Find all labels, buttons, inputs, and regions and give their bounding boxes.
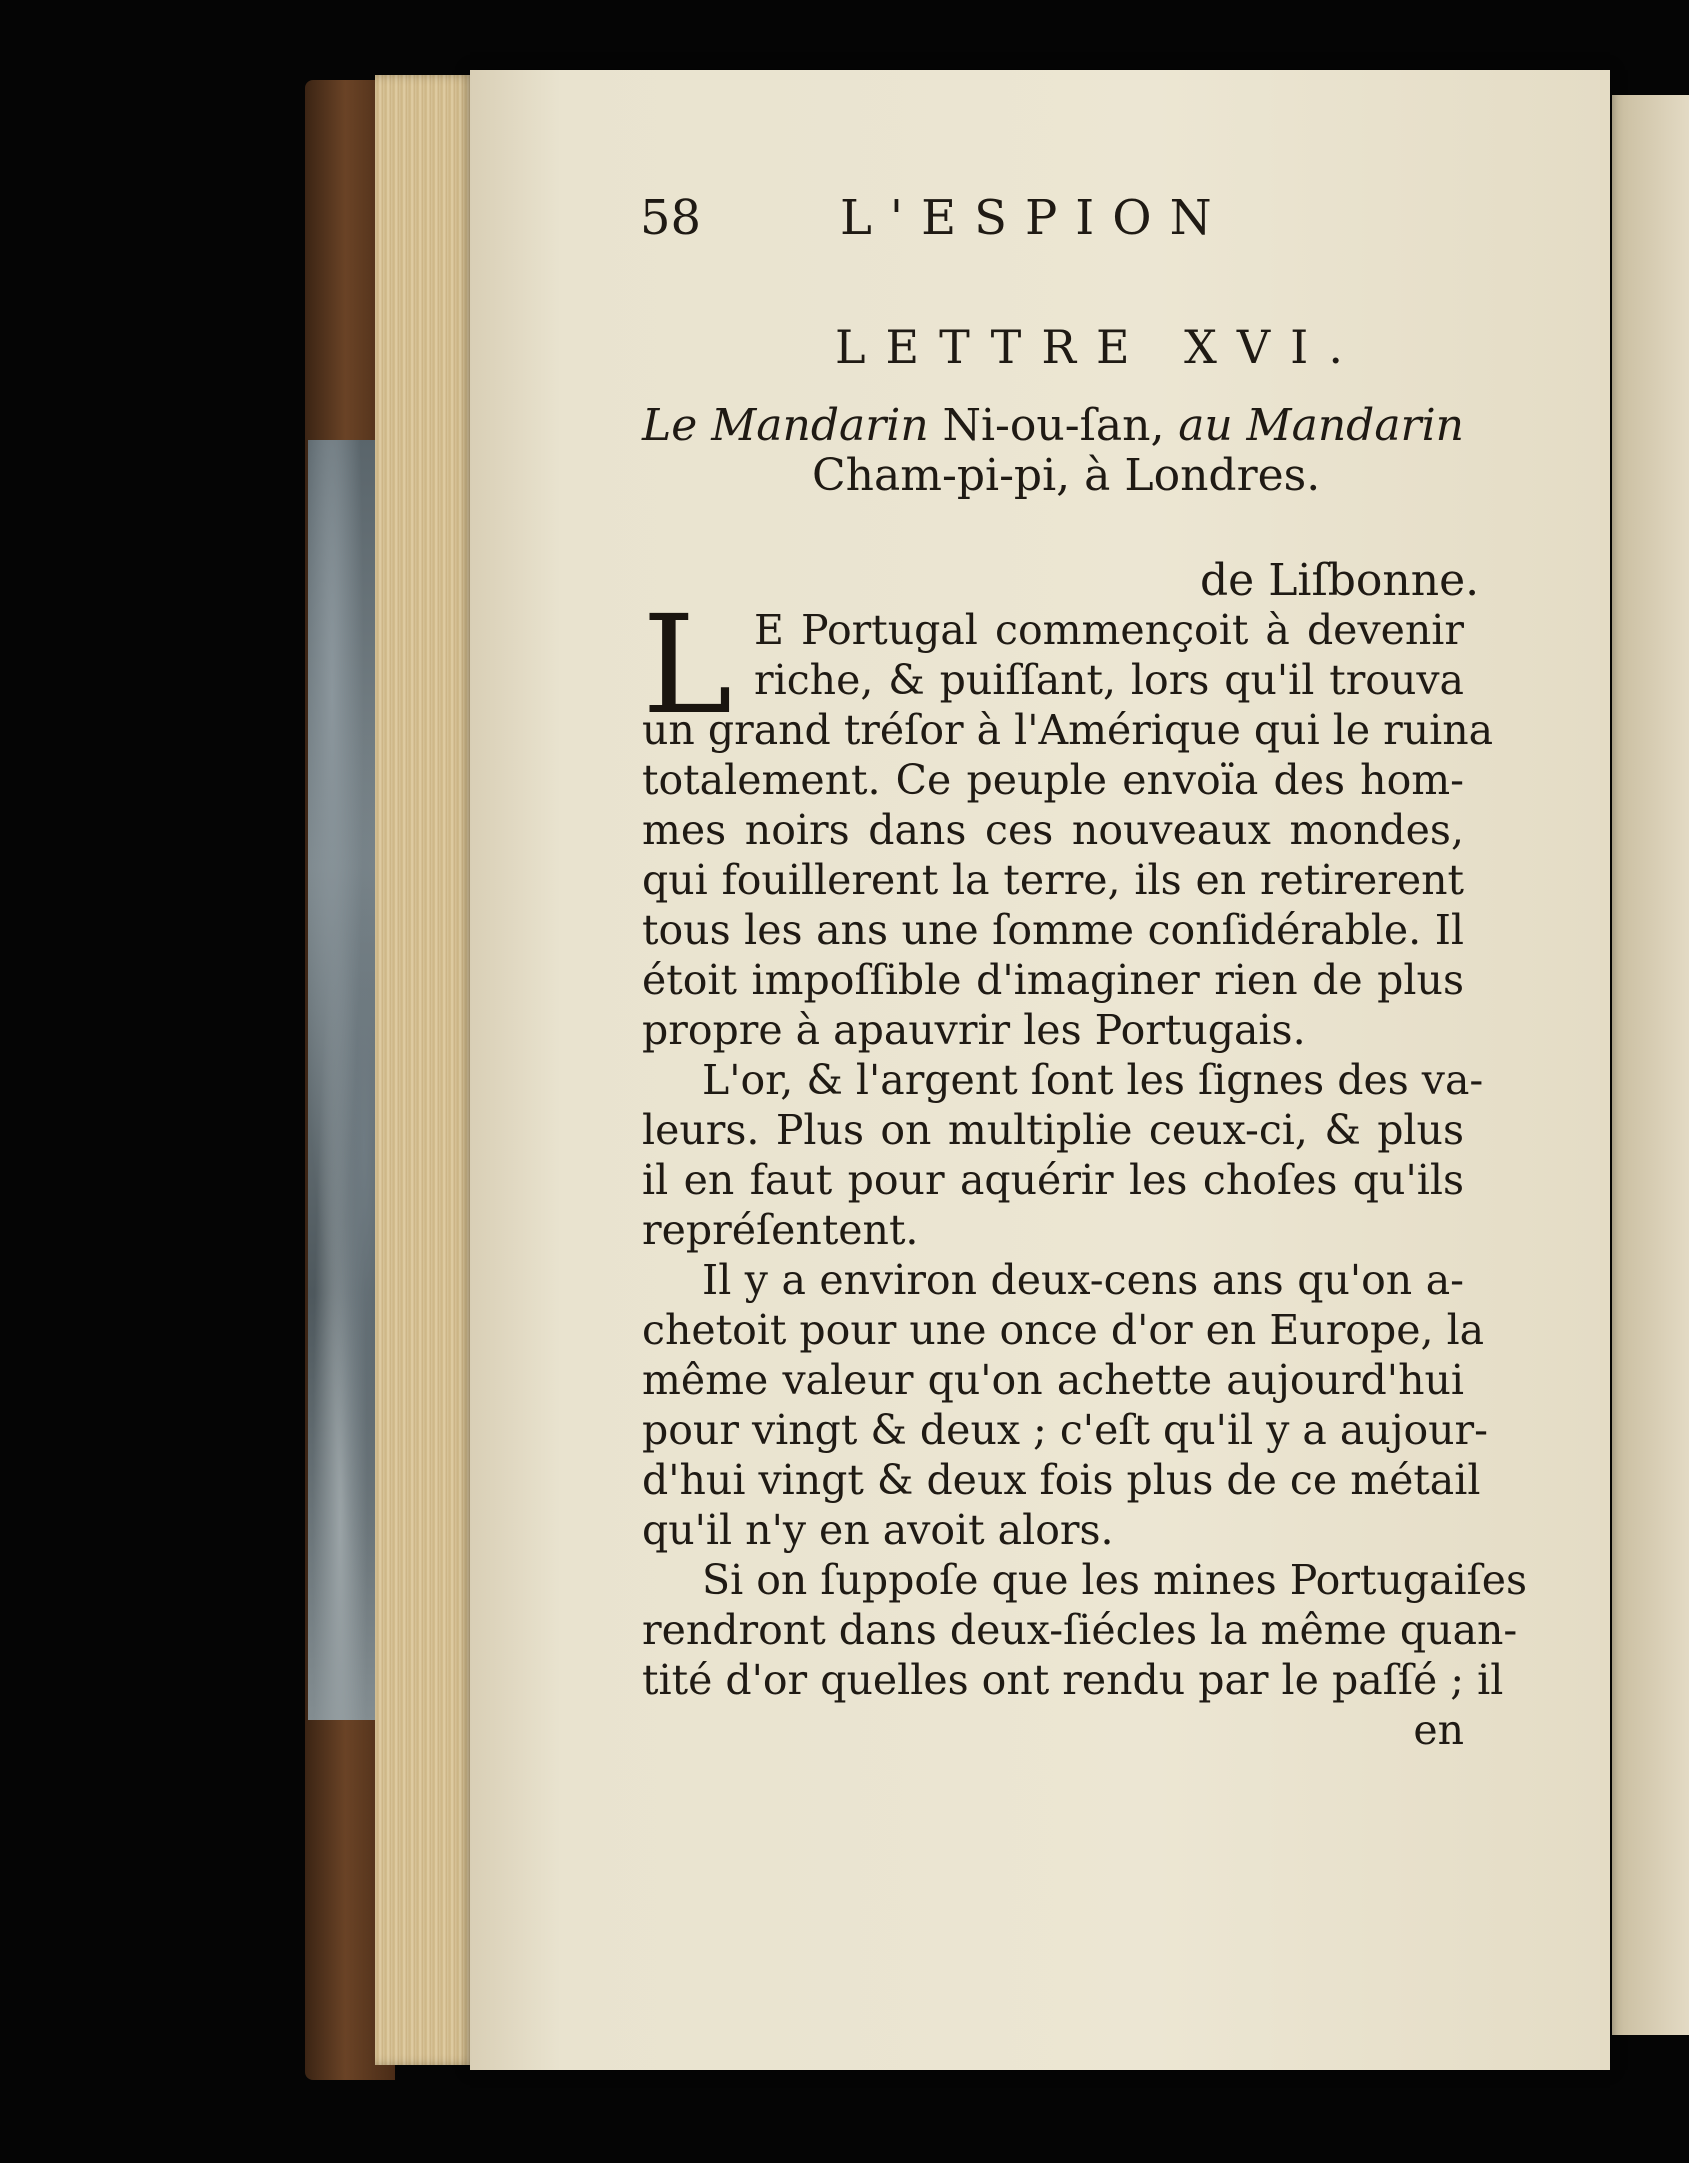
place-line: de Liſbonne.: [1200, 555, 1480, 606]
running-title: L'ESPION: [840, 190, 1230, 246]
body-line: pour vingt & deux ; c'eſt qu'il y a aujour-: [642, 1406, 1488, 1454]
body-line: rendront dans deux-ſiécles la même quan-: [642, 1606, 1518, 1654]
body-line: il en faut pour aquérir les choſes qu'ils: [642, 1156, 1464, 1204]
address-line-1: [642, 400, 1464, 451]
body-line: étoit impoſſible d'imaginer rien de plus: [642, 956, 1464, 1004]
body-line: un grand tréſor à l'Amérique qui le ruina: [642, 706, 1494, 754]
to-prefix: au: [1178, 400, 1233, 451]
body-line: Si on ſuppoſe que les mines Portugaiſes: [702, 1556, 1528, 1604]
catchword: en: [1413, 1706, 1464, 1754]
body-line: Il y a environ deux-cens ans qu'on a-: [702, 1256, 1464, 1304]
running-head: [640, 190, 1230, 246]
body-line: E Portugal commençoit à devenir: [754, 606, 1464, 654]
body-line: tité d'or quelles ont rendu par le paſſé ; il: [642, 1656, 1504, 1704]
letter-body: [642, 605, 1528, 1755]
body-line: propre à apauvrir les Portugais.: [642, 1006, 1306, 1054]
body-line: leurs. Plus on multiplie ceux-ci, & plus: [642, 1106, 1464, 1154]
body-line: riche, & puiſſant, lors qu'il trouva: [754, 656, 1464, 704]
body-line: tous les ans une ſomme conſidérable. Il: [642, 906, 1464, 954]
body-line: mes noirs dans ces nouveaux mondes,: [642, 806, 1464, 854]
from-name: Ni-ou-ſan,: [942, 400, 1165, 451]
facing-page-edge: [1612, 95, 1689, 2035]
page-number: 58: [640, 190, 702, 246]
address-line-2: Cham-pi-pi, à Londres.: [812, 450, 1321, 501]
body-line: repréſentent.: [642, 1206, 919, 1254]
letter-heading: LETTRE XVI.: [835, 320, 1363, 374]
body-line: même valeur qu'on achette aujourd'hui: [642, 1356, 1464, 1404]
drop-cap: L: [642, 587, 733, 745]
body-line: totalement. Ce peuple envoïa des hom-: [642, 756, 1464, 804]
body-line: d'hui vingt & deux fois plus de ce métail: [642, 1456, 1481, 1504]
body-line: qui fouillerent la terre, ils en retirerent: [642, 856, 1464, 904]
body-line: qu'il n'y en avoit alors.: [642, 1506, 1114, 1554]
body-line: chetoit pour une once d'or en Europe, la: [642, 1306, 1485, 1354]
to-title: Mandarin: [1246, 400, 1464, 451]
from-title: Le Mandarin: [642, 400, 929, 451]
body-line: L'or, & l'argent ſont les ſignes des va-: [702, 1056, 1484, 1104]
